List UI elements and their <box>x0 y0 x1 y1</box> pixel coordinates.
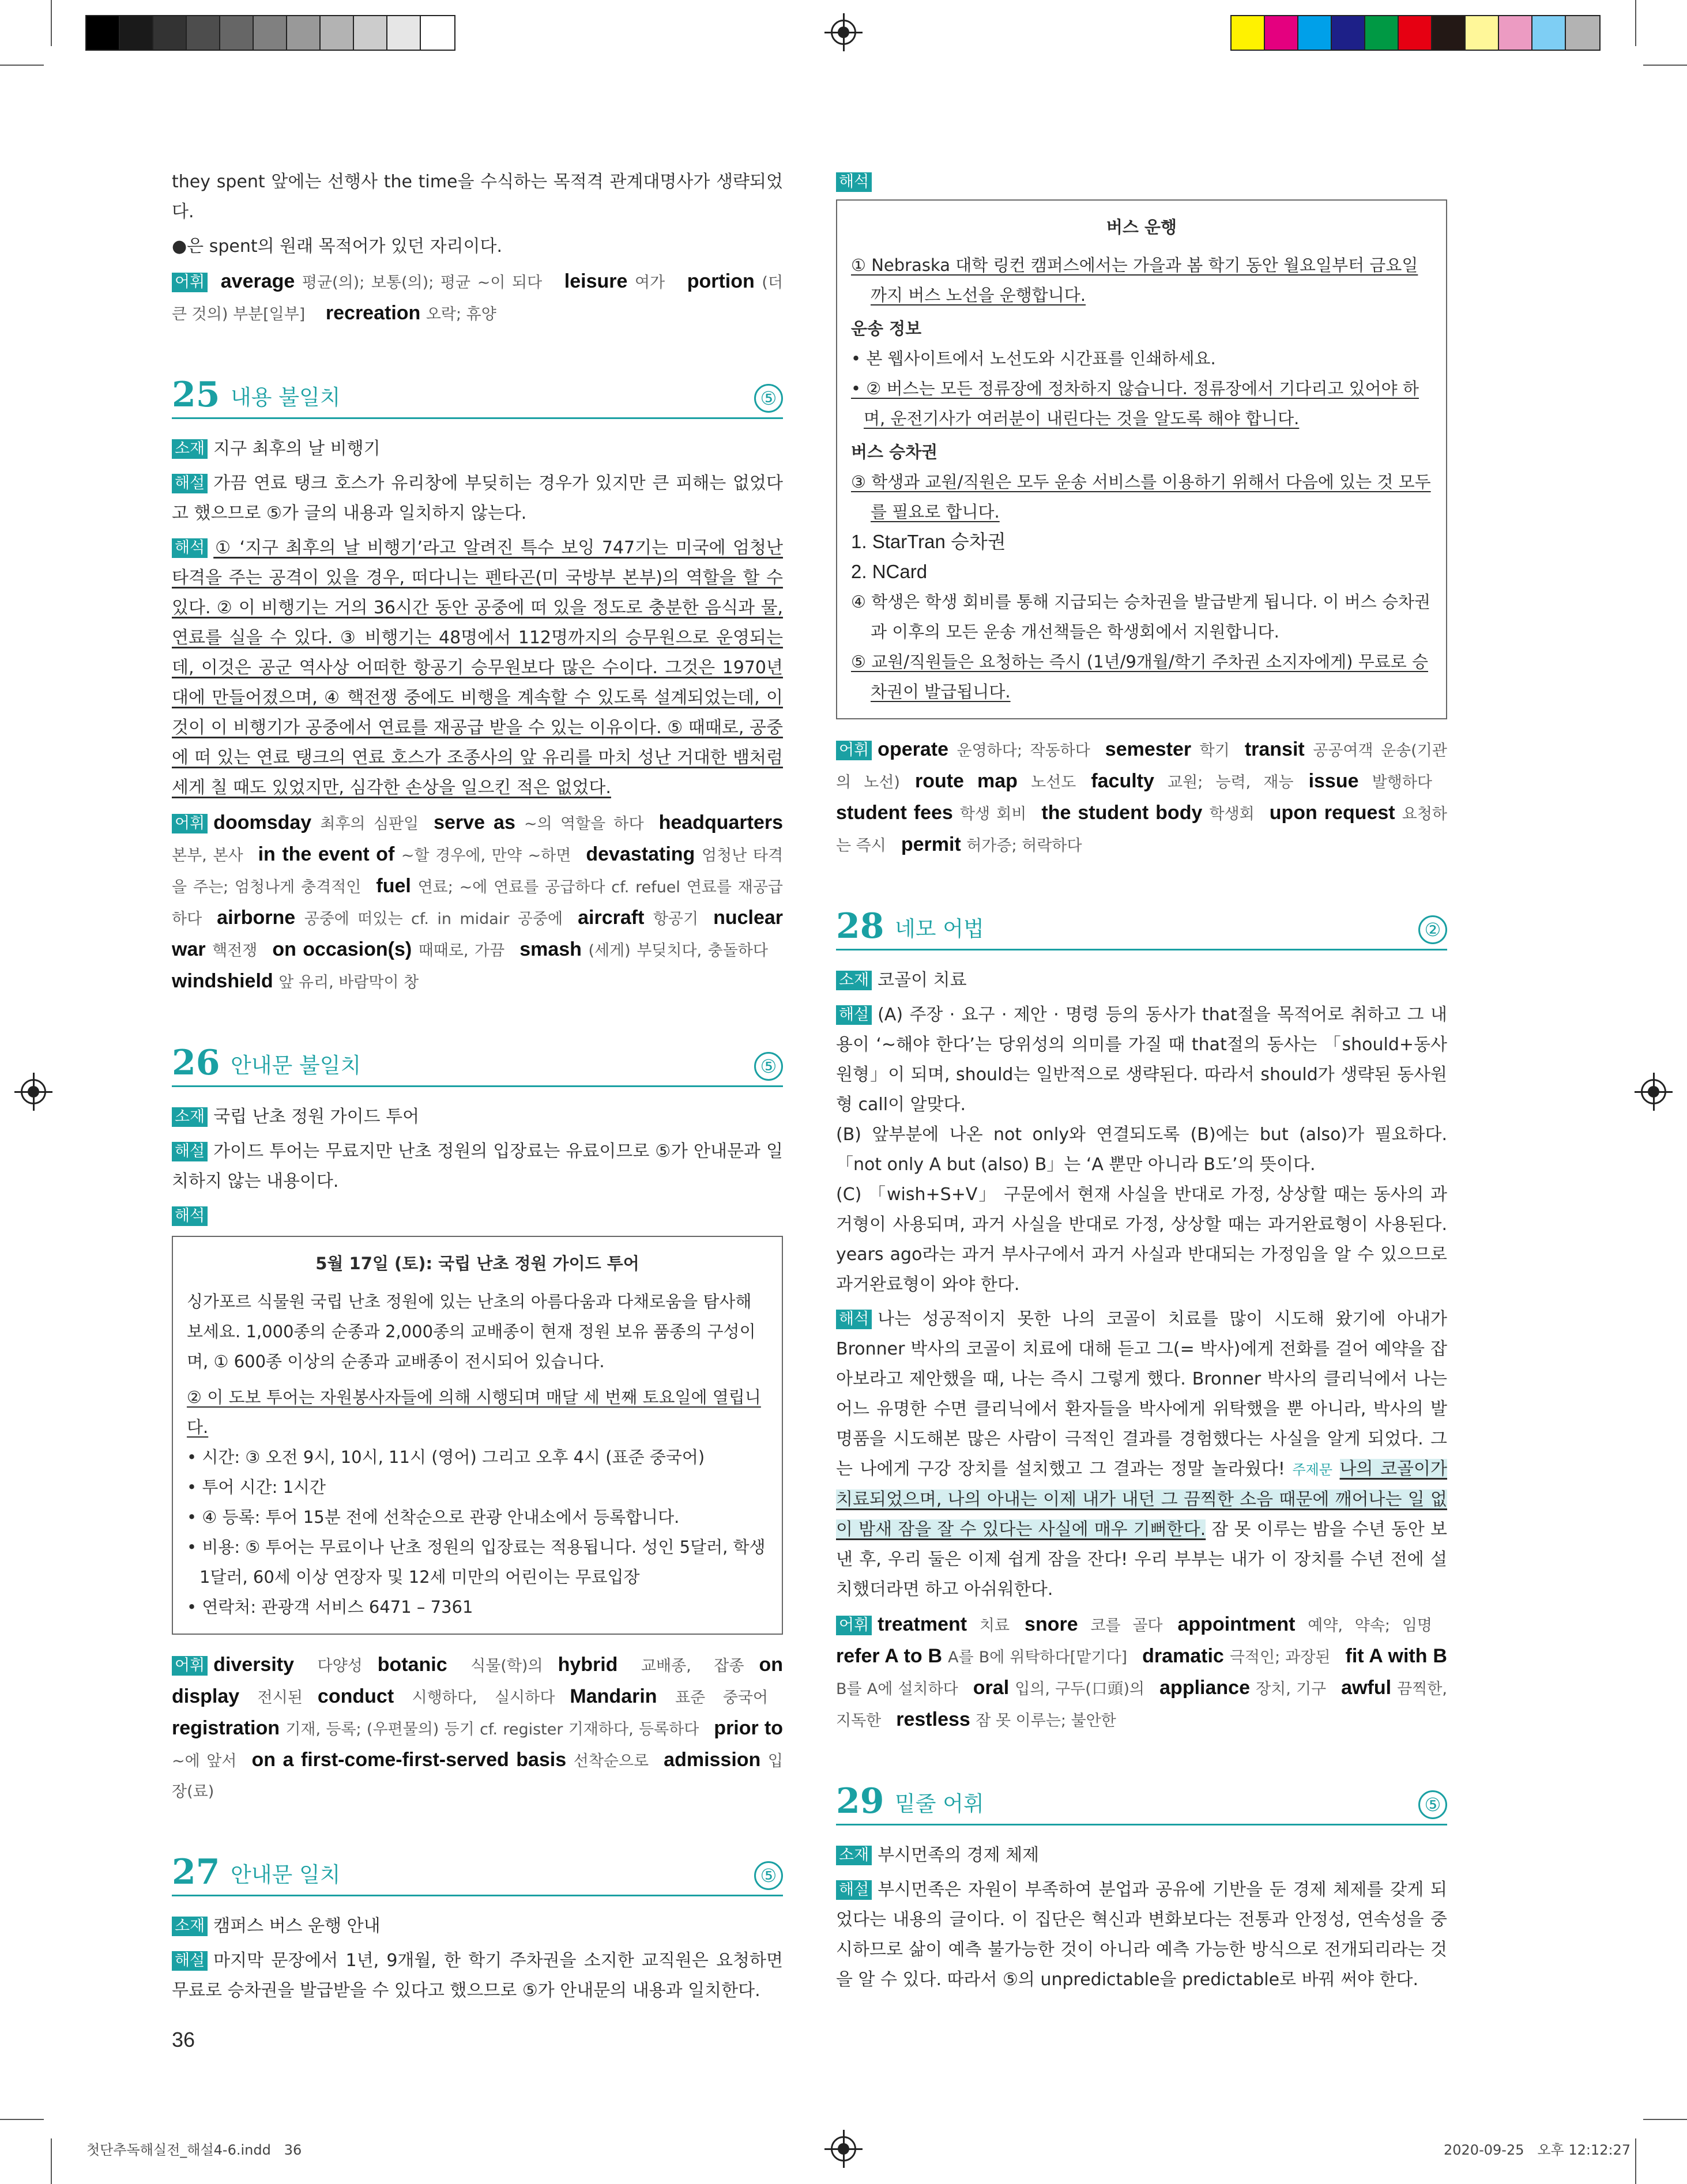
notice-item: • ② 버스는 모든 정류장에 정차하지 않습니다. 정류장에서 기다리고 있어야 하며, 운전기사가 여러분이 내린다는 것을 알도록 해야 합니다. <box>851 379 1419 428</box>
topic-line <box>172 1102 783 1132</box>
notice-item: • ④ 등록: 투어 15분 전에 선착순으로 관광 안내소에서 등록합니다. <box>187 1507 680 1527</box>
vocab-gloss: (세게) 부딪치다, 충돌하다 <box>588 942 768 960</box>
topic-tag: 소재 <box>172 1917 208 1936</box>
topic-line <box>172 434 783 464</box>
vocab-gloss: 요청하는 즉시 <box>836 805 1447 855</box>
vocab-word: conduct <box>317 1685 394 1707</box>
vocab-word: headquarters <box>658 812 783 833</box>
crop-mark <box>1643 65 1687 66</box>
gray-swatch <box>220 16 254 50</box>
vocab-word: recreation <box>325 302 421 324</box>
explain-text: (A) 주장 · 요구 · 제안 · 명령 등의 동사가 that절을 목적어로 취하고 그 내용이 ‘~해야 한다’는 당위성의 의미를 가질 때 that절의 동사는 「should+동사원형」이 되며, should는 일반적으로 생략된다. 따라서 should가 생략된 동사원형 call이 알맞다. <box>836 1005 1447 1115</box>
vocab-gloss: 발행하다 <box>1372 774 1432 791</box>
vocab-gloss: 치료 <box>979 1617 1010 1635</box>
vocab-word: serve as <box>434 812 515 833</box>
vocab-word: transit <box>1244 738 1305 760</box>
topic-tag: 소재 <box>836 1846 872 1865</box>
vocab-word: student fees <box>836 802 953 824</box>
question-type: 네모 어법 <box>895 916 984 941</box>
vocab-gloss: 표준 중국어 <box>675 1689 768 1707</box>
explain-tag: 해설 <box>172 1142 208 1161</box>
vocab-word: upon request <box>1269 802 1395 824</box>
vocab-tag: 어휘 <box>836 1616 872 1635</box>
question-number: 25 <box>172 375 220 415</box>
gray-swatch <box>187 16 220 50</box>
right-column <box>836 167 1447 2000</box>
vocab-word: the student body <box>1041 802 1203 824</box>
vocab-word: treatment <box>878 1613 967 1635</box>
vocab-gloss: A를 B에 위탁하다[맡기다] <box>948 1649 1128 1666</box>
question-type: 안내문 일치 <box>231 1862 341 1887</box>
trans-text: 잠 못 이루는 밤을 수년 동안 보낸 후, 우리 둘은 이제 쉽게 잠을 잔다! 우리 부부는 내가 이 장치를 수년 전에 설치했더라면 하고 아쉬워한다. <box>836 1519 1447 1600</box>
vocab-gloss: 시행하다, 실시하다 <box>412 1689 555 1707</box>
vocab-gloss: 코를 골다 <box>1090 1617 1163 1635</box>
translation-label <box>172 1201 783 1231</box>
explanation <box>836 1000 1447 1120</box>
crop-mark <box>51 2138 52 2184</box>
topic-tag: 소재 <box>836 971 872 990</box>
translation-label <box>836 167 1447 197</box>
vocab-word: fit A with B <box>1345 1645 1447 1667</box>
vocab-gloss: ~의 역할을 하다 <box>524 815 644 833</box>
vocab-gloss: 오락; 휴양 <box>425 305 496 323</box>
vocab-word: appointment <box>1177 1613 1296 1635</box>
vocab-gloss: 다양성 <box>317 1657 363 1675</box>
color-swatch <box>1399 16 1432 50</box>
vocab-word: awful <box>1341 1677 1392 1699</box>
gray-swatch <box>287 16 321 50</box>
vocab-gloss: B를 A에 설치하다 <box>836 1680 958 1698</box>
vocab-gloss: 입장(료) <box>172 1752 783 1801</box>
vocab-word: snore <box>1025 1613 1078 1635</box>
notice-title: 버스 운행 <box>1106 217 1177 237</box>
question-number: 28 <box>836 906 884 946</box>
notice-box <box>172 1236 783 1635</box>
vocab-gloss: 교원; 능력, 재능 <box>1168 774 1294 791</box>
notice-paragraph: 싱가포르 식물원 국립 난초 정원에 있는 난초의 아름다움과 다채로움을 탐사해 보세요. 1,000종의 순종과 2,000종의 교배종이 현재 정원 보유 품종의 구성이며, ① 600종 이상의 순종과 교배종이 전시되어 있습니다. <box>187 1292 756 1371</box>
gray-swatch <box>354 16 387 50</box>
answer-badge: ⑤ <box>754 1861 783 1890</box>
topic-tag: 소재 <box>172 439 208 459</box>
notice-paragraph: ② 이 도보 투어는 자원봉사자들에 의해 시행되며 매달 세 번째 토요일에 열립니다. <box>187 1387 761 1437</box>
section-header-25 <box>172 372 783 419</box>
vocab-gloss: 평균(의); 보통(의); 평균 ~이 되다 <box>302 274 543 292</box>
section-header-28 <box>836 904 1447 950</box>
question-type: 내용 불일치 <box>231 385 341 410</box>
vocab-word: refer A to B <box>836 1645 943 1667</box>
vocab-gloss: 학생회 <box>1209 805 1255 823</box>
explain-text: 마지막 문장에서 1년, 9개월, 한 학기 주차권을 소지한 교직원은 요청하면 무료로 승차권을 발급받을 수 있다고 했으므로 ⑤가 안내문의 내용과 일치한다. <box>172 1951 783 2001</box>
color-bar <box>1230 15 1601 51</box>
theme-sentence-tag: 주제문 <box>1292 1462 1333 1478</box>
registration-mark-left <box>21 1079 46 1104</box>
trans-tag: 해석 <box>836 172 872 192</box>
vocab-block <box>172 266 783 330</box>
crop-mark <box>1635 0 1636 46</box>
vocab-word: Mandarin <box>570 1685 657 1707</box>
page-number: 36 <box>172 2028 195 2051</box>
answer-badge: ⑤ <box>1418 1790 1447 1819</box>
vocab-gloss: 항공기 <box>653 910 699 928</box>
topic-line <box>836 965 1447 995</box>
notice-paragraph: ③ 학생과 교원/직원은 모두 운송 서비스를 이용하기 위해서 다음에 있는 것 모두를 필요로 합니다. <box>851 472 1431 522</box>
vocab-word: on a first-come-first-served basis <box>251 1749 567 1771</box>
notice-item: • 비용: ⑤ 투어는 무료이나 난초 정원의 입장료는 적용됩니다. 성인 5달러, 학생 1달러, 60세 이상 연장자 및 12세 미만의 어린이는 무료입장 <box>187 1537 766 1587</box>
vocab-gloss: 예약, 약속; 임명 <box>1308 1617 1432 1635</box>
topic-tag: 소재 <box>172 1107 208 1127</box>
vocab-gloss: 본부, 본사 <box>172 847 243 865</box>
question-number: 29 <box>836 1781 884 1821</box>
explain-text: 가이드 투어는 무료지만 난초 정원의 입장료는 유료이므로 ⑤가 안내문과 일치하지 않는 내용이다. <box>172 1141 783 1191</box>
vocab-tag: 어휘 <box>172 273 208 292</box>
vocab-word: operate <box>878 738 948 760</box>
vocab-word: semester <box>1105 738 1192 760</box>
notice-box <box>836 199 1447 719</box>
vocab-word: doomsday <box>213 812 312 833</box>
crop-mark <box>1643 2119 1687 2120</box>
explanation-part: (C) 「wish+S+V」 구문에서 현재 사실을 반대로 가정, 상상할 때는 동사의 과거형이 사용되며, 과거 사실을 반대로 가정, 상상할 때는 과거완료형이 사용된다. years ago라는 과거 부사구에서 과거 사실과 반대되는 가정임을 알 수 있으므로 과거완료형이 와야 한다. <box>836 1185 1447 1295</box>
vocab-word: restless <box>896 1708 970 1730</box>
gray-swatch <box>153 16 187 50</box>
trans-text: 나는 성공적이지 못한 나의 코골이 치료를 많이 시도해 왔기에 아내가 Bronner 박사의 코골이 치료에 대해 듣고 그(= 박사)에게 전화를 걸어 예약을 잡아보라고 제안했을 때, 나는 즉시 그렇게 했다. Bronner 박사의 클리닉에서 나는 어느 유명한 수면 클리닉에서 환자들을 박사에게 위탁했을 뿐 아니라, 박사의 발명품을 시도해본 많은 사람이 극적인 결과를 경험했다는 사실을 알게 되었다. 그는 나에게 구강 장치를 설치했고 그 결과는 정말 놀라웠다! <box>836 1309 1447 1479</box>
explanation <box>172 1137 783 1197</box>
gray-swatch <box>321 16 354 50</box>
vocab-gloss: 여가 <box>634 274 665 292</box>
vocab-gloss: 공공여객 운송(기관의 노선) <box>836 742 1447 791</box>
vocab-gloss: 교배종, 잡종 <box>641 1657 744 1675</box>
vocab-gloss: 운영하다; 작동하다 <box>957 742 1090 760</box>
explanation <box>836 1875 1447 1995</box>
footer-file: 첫단추독해실전_해설4-6.indd 36 <box>86 2142 302 2158</box>
grayscale-bar <box>85 15 455 51</box>
question-number: 27 <box>172 1852 220 1892</box>
vocab-block <box>172 808 783 998</box>
vocab-gloss: 장치, 기구 <box>1256 1680 1327 1698</box>
notice-heading: 운송 정보 <box>851 319 922 338</box>
vocab-word: permit <box>901 833 961 855</box>
crop-mark <box>51 0 52 46</box>
topic-text: 지구 최후의 날 비행기 <box>213 439 381 459</box>
registration-mark-top <box>831 20 856 45</box>
crop-mark <box>1635 2138 1636 2184</box>
vocab-gloss: 극적인; 과장된 <box>1229 1649 1331 1666</box>
trans-text: ① ‘지구 최후의 날 비행기’라고 알려진 특수 보잉 747기는 미국에 엄청난 타격을 주는 공격이 있을 경우, 떠다니는 펜타곤(미 국방부 본부)의 역할을 할 수 있다. ② 이 비행기는 거의 36시간 동안 공중에 떠 있을 정도로 충분한 음식과 물, 연료를 실을 수 있다. ③ 비행기는 48명에서 112명까지의 승무원으로 운영되는데, 이것은 공군 역사상 어떠한 항공기 승무원보다 많은 수이다. 그것은 1970년대에 만들어졌으며, ④ 핵전쟁 중에도 비행을 계속할 수 있도록 설계되었는데, 이것이 이 비행기가 공중에서 연료를 재공급 받을 수 있는 이유이다. ⑤ 때때로, 공중에 떠 있는 연료 탱크의 연료 호스가 조종사의 앞 유리를 마치 성난 거대한 뱀처럼 세게 칠 때도 있었지만, 심각한 손상을 일으킨 적은 없었다. <box>172 538 783 798</box>
vocab-gloss: 연료; ~에 연료를 공급하다 cf. refuel 연료를 재공급하다 <box>172 878 783 928</box>
gray-swatch <box>120 16 153 50</box>
trans-tag: 해석 <box>172 1206 208 1226</box>
explain-tag: 해설 <box>836 1005 872 1025</box>
explanation <box>172 469 783 529</box>
intro-line: they spent 앞에는 선행사 the time을 수식하는 목적격 관계대명사가 생략되었다. <box>172 172 783 222</box>
crop-mark <box>0 2119 44 2120</box>
vocab-gloss: 앞 유리, 바람막이 창 <box>278 974 419 991</box>
vocab-gloss: 핵전쟁 <box>212 942 258 960</box>
vocab-block <box>836 1609 1447 1736</box>
vocab-word: diversity <box>213 1654 295 1676</box>
vocab-gloss: 엄청난 타격을 주는; 엄청나게 충격적인 <box>172 847 784 896</box>
vocab-gloss: ~할 경우에, 만약 ~하면 <box>401 847 571 865</box>
registration-mark-right <box>1641 1079 1666 1104</box>
explain-text: 가끔 연료 탱크 호스가 유리창에 부딪히는 경우가 있지만 큰 피해는 없었다고 했으므로 ⑤가 글의 내용과 일치하지 않는다. <box>172 473 783 523</box>
section-header-26 <box>172 1040 783 1087</box>
translation <box>172 533 783 803</box>
explain-tag: 해설 <box>172 1951 208 1971</box>
color-swatch <box>1432 16 1466 50</box>
notice-heading: 버스 승차권 <box>851 442 938 462</box>
section-header-27 <box>172 1850 783 1896</box>
vocab-word: issue <box>1308 770 1359 792</box>
color-swatch <box>1298 16 1332 50</box>
notice-item: • 투어 시간: 1시간 <box>187 1477 326 1497</box>
translation <box>836 1304 1447 1605</box>
explanation-part: (B) 앞부분에 나온 not only와 연결되도록 (B)에는 but (also)가 필요하다. 「not only A but (also) B」는 ‘A 뿐만 아니라 B도’의 뜻이다. <box>836 1125 1447 1175</box>
vocab-word: faculty <box>1091 770 1154 792</box>
vocab-word: fuel <box>376 875 411 897</box>
vocab-gloss: 학생 회비 <box>959 805 1027 823</box>
question-type: 안내문 불일치 <box>231 1053 362 1078</box>
topic-text: 부시먼족의 경제 체제 <box>878 1845 1040 1865</box>
vocab-gloss: 식물(학)의 <box>470 1657 543 1675</box>
vocab-gloss: 노선도 <box>1031 774 1076 791</box>
vocab-word: prior to <box>714 1717 783 1739</box>
explain-text: 부시먼족은 자원이 부족하여 분업과 공유에 기반을 둔 경제 체제를 갖게 되었다는 내용의 글이다. 이 집단은 혁신과 변화보다는 전통과 안정성, 연속성을 중시하므로 삶이 예측 불가능한 것이 아니라 예측 가능한 방식으로 전개되리라는 것을 알 수 있다. 따라서 ⑤의 unpredictable을 predictable로 바꿔 써야 한다. <box>836 1880 1447 1990</box>
vocab-gloss: 전시된 <box>257 1689 303 1707</box>
vocab-gloss: 공중에 떠있는 cf. in midair 공중에 <box>304 910 563 928</box>
notice-item: • 시간: ③ 오전 9시, 10시, 11시 (영어) 그리고 오후 4시 (표준 중국어) <box>187 1447 705 1467</box>
vocab-word: nuclear war <box>172 907 784 960</box>
gray-swatch <box>254 16 287 50</box>
vocab-word: devastating <box>586 843 695 865</box>
trans-tag: 해석 <box>172 538 208 558</box>
color-swatch <box>1365 16 1399 50</box>
vocab-gloss: 허가증; 허락하다 <box>966 837 1082 855</box>
notice-paragraph: ④ 학생은 학생 회비를 통해 지급되는 승차권을 발급받게 됩니다. 이 버스 승차권과 이후의 모든 운송 개선책들은 학생회에서 지원합니다. <box>851 592 1431 642</box>
answer-badge: ⑤ <box>754 1052 783 1081</box>
theme-sentence: 나의 코골이가 치료되었으며, 나의 아내는 이제 내가 내던 그 끔찍한 소음 때문에 깨어나는 일 없이 밤새 잠을 잘 수 있다는 사실에 매우 기뻐한다. <box>836 1459 1447 1540</box>
answer-badge: ⑤ <box>754 384 783 413</box>
color-swatch <box>1532 16 1566 50</box>
color-swatch <box>1332 16 1365 50</box>
explanation <box>172 1946 783 2006</box>
registration-mark-bottom <box>831 2136 856 2162</box>
topic-line <box>836 1840 1447 1870</box>
vocab-gloss: 최후의 심판일 <box>320 815 419 833</box>
explain-tag: 해설 <box>172 474 208 493</box>
vocab-word: smash <box>519 938 582 960</box>
notice-title: 5월 17일 (토): 국립 난초 정원 가이드 투어 <box>315 1254 639 1273</box>
explain-tag: 해설 <box>836 1880 872 1900</box>
vocab-gloss: 선착순으로 <box>573 1752 649 1770</box>
color-swatch <box>1499 16 1532 50</box>
vocab-gloss: 잠 못 이루는; 불안한 <box>976 1712 1116 1730</box>
vocab-word: admission <box>664 1749 761 1771</box>
vocab-word: registration <box>172 1717 280 1739</box>
left-column <box>172 167 783 2011</box>
color-swatch <box>1466 16 1499 50</box>
intro-line: ●은 spent의 원래 목적어가 있던 자리이다. <box>172 236 503 257</box>
notice-item: 2. NCard <box>851 561 928 582</box>
color-swatch <box>1232 16 1265 50</box>
answer-badge: ② <box>1418 915 1447 944</box>
vocab-word: appliance <box>1159 1677 1250 1699</box>
vocab-tag: 어휘 <box>172 814 208 833</box>
notice-item: • 본 웹사이트에서 노선도와 시간표를 인쇄하세요. <box>851 349 1216 368</box>
question-type: 밑줄 어휘 <box>895 1791 984 1816</box>
gray-swatch <box>86 16 120 50</box>
footer-datetime: 2020-09-25 오후 12:12:27 <box>1444 2142 1631 2158</box>
vocab-word: portion <box>687 270 755 292</box>
topic-text: 코골이 치료 <box>878 970 967 990</box>
vocab-tag: 어휘 <box>836 741 872 760</box>
notice-paragraph: ⑤ 교원/직원들은 요청하는 즉시 (1년/9개월/학기 주차권 소지자에게) 무료로 승차권이 발급됩니다. <box>851 652 1428 701</box>
section-header-29 <box>836 1779 1447 1825</box>
topic-text: 국립 난초 정원 가이드 투어 <box>213 1107 420 1127</box>
notice-paragraph: ① Nebraska 대학 링컨 캠퍼스에서는 가을과 봄 학기 동안 월요일부터 금요일까지 버스 노선을 운행합니다. <box>851 255 1418 305</box>
color-swatch <box>1265 16 1298 50</box>
vocab-word: route map <box>914 770 1018 792</box>
topic-line <box>172 1911 783 1941</box>
vocab-word: dramatic <box>1142 1645 1224 1667</box>
vocab-word: in the event of <box>258 843 395 865</box>
vocab-word: hybrid <box>558 1654 618 1676</box>
vocab-block <box>172 1650 783 1807</box>
vocab-word: oral <box>973 1677 1010 1699</box>
vocab-word: botanic <box>377 1654 447 1676</box>
notice-item: • 연락처: 관광객 서비스 6471 – 7361 <box>187 1597 473 1617</box>
vocab-gloss: (더 큰 것의) 부분[일부] <box>172 274 783 323</box>
notice-item: 1. StarTran 승차권 <box>851 531 1006 552</box>
vocab-gloss: 때때로, 가끔 <box>418 942 505 960</box>
question-number: 26 <box>172 1043 220 1083</box>
vocab-gloss: 기재, 등록; (우편물의) 등기 cf. register 기재하다, 등록하다 <box>285 1721 699 1738</box>
vocab-word: on occasion(s) <box>272 938 412 960</box>
gray-swatch <box>421 16 454 50</box>
vocab-block <box>836 734 1447 861</box>
vocab-word: leisure <box>564 270 628 292</box>
vocab-tag: 어휘 <box>172 1656 208 1676</box>
vocab-word: aircraft <box>578 907 645 929</box>
vocab-word: windshield <box>172 970 273 992</box>
vocab-gloss: ~에 앞서 <box>172 1752 237 1770</box>
vocab-gloss: 입의, 구두(口頭)의 <box>1015 1680 1145 1698</box>
crop-mark <box>0 65 44 66</box>
vocab-word: airborne <box>217 907 296 929</box>
vocab-word: average <box>220 270 295 292</box>
topic-text: 캠퍼스 버스 운행 안내 <box>213 1916 381 1936</box>
trans-tag: 해석 <box>836 1310 872 1329</box>
color-swatch <box>1566 16 1599 50</box>
vocab-gloss: 끔찍한, 지독한 <box>836 1680 1448 1730</box>
gray-swatch <box>387 16 421 50</box>
vocab-gloss: 학기 <box>1199 742 1230 760</box>
vocab-word: on display <box>172 1654 784 1707</box>
